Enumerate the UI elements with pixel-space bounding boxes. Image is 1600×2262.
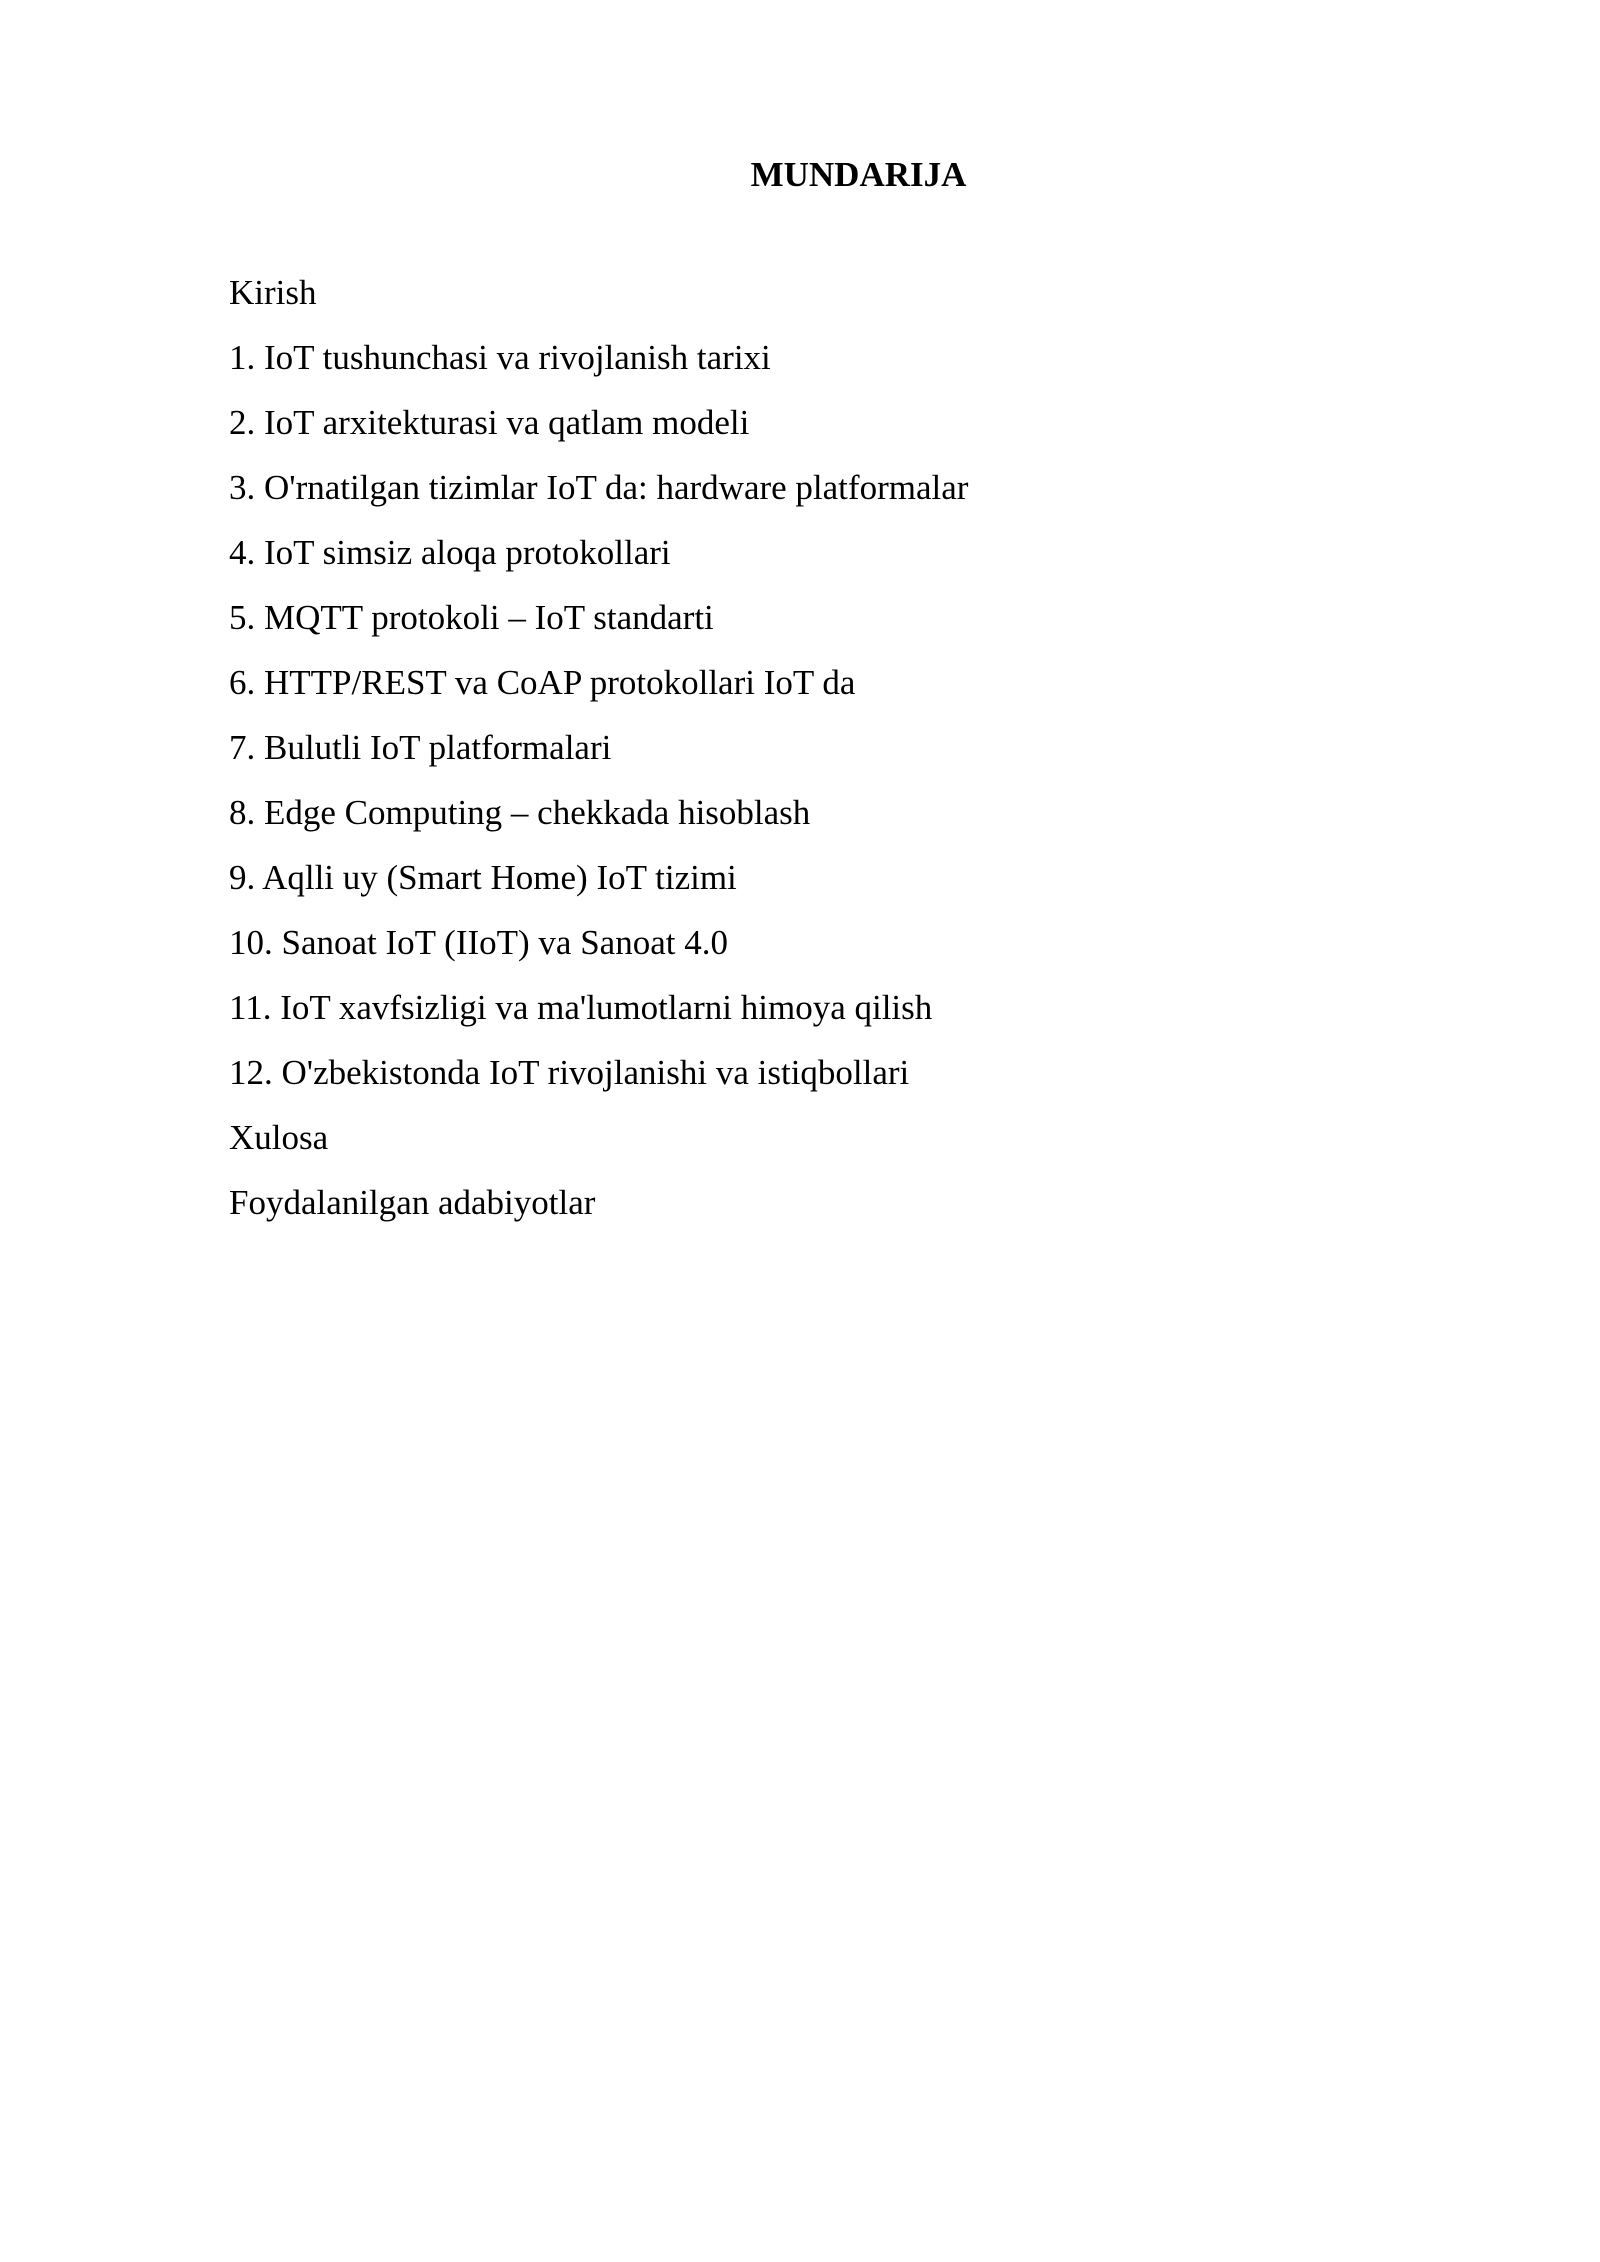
toc-item-12: 12. O'zbekistonda IoT rivojlanishi va istiqbollari xyxy=(229,1053,910,1092)
toc-item-references: Foydalanilgan adabiyotlar xyxy=(229,1183,596,1222)
toc-item-7: 7. Bulutli IoT platformalari xyxy=(229,728,612,767)
toc-item-9: 9. Aqlli uy (Smart Home) IoT tizimi xyxy=(229,858,737,897)
toc-item-3: 3. O'rnatilgan tizimlar IoT da: hardware platformalar xyxy=(229,468,969,507)
page-title: MUNDARIJA xyxy=(750,155,967,194)
toc-item-conclusion: Xulosa xyxy=(229,1118,329,1157)
toc-item-4: 4. IoT simsiz aloqa protokollari xyxy=(229,533,671,572)
toc-item-8: 8. Edge Computing – chekkada hisoblash xyxy=(229,793,811,832)
table-of-contents xyxy=(229,260,968,1235)
toc-item-6: 6. HTTP/REST va CoAP protokollari IoT da xyxy=(229,663,856,702)
toc-item-5: 5. MQTT protokoli – IoT standarti xyxy=(229,598,714,637)
toc-item-10: 10. Sanoat IoT (IIoT) va Sanoat 4.0 xyxy=(229,923,728,962)
toc-item-intro: Kirish xyxy=(229,273,317,312)
toc-item-2: 2. IoT arxitekturasi va qatlam modeli xyxy=(229,403,750,442)
toc-item-11: 11. IoT xavfsizligi va ma'lumotlarni himoya qilish xyxy=(229,988,933,1027)
toc-item-1: 1. IoT tushunchasi va rivojlanish tarixi xyxy=(229,338,771,377)
